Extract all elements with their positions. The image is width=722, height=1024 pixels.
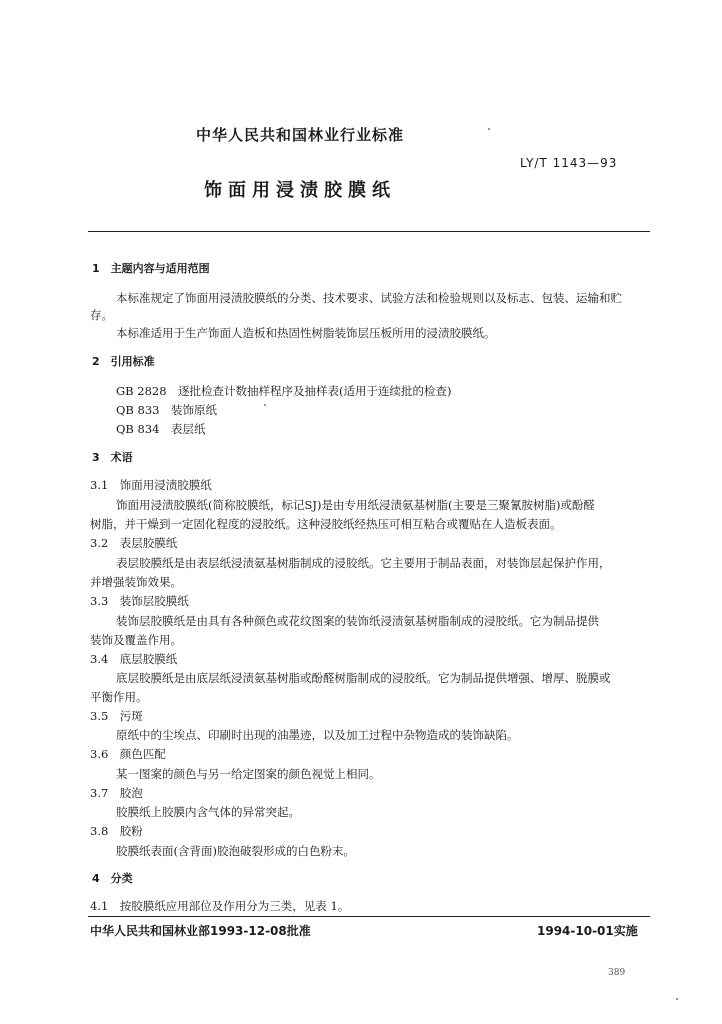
section-1-heading: 1 主题内容与适用范围: [92, 262, 210, 275]
term-3-6-line-1: 某一图案的颜色与另一给定图案的颜色视觉上相同。: [116, 767, 381, 781]
section-4-1-text: 4.1 按胶膜纸应用部位及作用分为三类，见表 1。: [90, 899, 350, 913]
standard-code: LY/T 1143—93: [520, 156, 618, 170]
term-3-3-heading: 3.3 装饰层胶膜纸: [90, 594, 189, 608]
term-3-5-heading: 3.5 污斑: [90, 709, 143, 723]
page-number: 389: [608, 968, 626, 978]
term-3-1-line-2: 树脂，并干燥到一定固化程度的浸胶纸。这种浸胶纸经热压可相互粘合或覆贴在人造板表面。: [90, 517, 562, 531]
term-3-3-line-1: 装饰层胶膜纸是由具有各种颜色或花纹图案的装饰纸浸渍氨基树脂制成的浸胶纸。它为制品提供: [116, 614, 599, 628]
scan-speck: [488, 128, 490, 130]
term-3-2-line-1: 表层胶膜纸是由表层纸浸渍氨基树脂制成的浸胶纸。它主要用于制品表面，对装饰层起保护作用，: [116, 556, 611, 570]
reference-item: GB 2828 逐批检查计数抽样程序及抽样表(适用于连续批的检查): [116, 384, 452, 398]
section-4-heading: 4 分类: [92, 872, 133, 885]
scan-speck: [676, 998, 678, 1000]
term-3-4-line-1: 底层胶膜纸是由底层纸浸渍氨基树脂或酚醛树脂制成的浸胶纸。它为制品提供增强、增厚、脱膜或: [116, 671, 611, 685]
term-3-7-heading: 3.7 胶泡: [90, 786, 143, 800]
term-3-1-line-1: 饰面用浸渍胶膜纸(简称胶膜纸，标记SJ)是由专用纸浸渍氨基树脂(主要是三聚氰胺树脂)或酚醛: [116, 498, 595, 512]
reference-item: QB 834 表层纸: [116, 422, 206, 436]
term-3-4-heading: 3.4 底层胶膜纸: [90, 652, 178, 666]
term-3-1-heading: 3.1 饰面用浸渍胶膜纸: [90, 478, 212, 492]
implementation-date: 1994-10-01实施: [537, 924, 638, 938]
scan-speck: [264, 404, 266, 406]
section-2-heading: 2 引用标准: [92, 355, 155, 368]
term-3-8-line-1: 胶膜纸表面(含背面)胶泡破裂形成的白色粉末。: [116, 844, 355, 858]
term-3-5-line-1: 原纸中的尘埃点、印刷时出现的油墨迹，以及加工过程中杂物造成的装饰缺陷。: [116, 728, 519, 742]
footer-rule: [88, 916, 650, 917]
term-3-3-line-2: 装饰及覆盖作用。: [90, 633, 182, 647]
header-title: 中华人民共和国林业行业标准: [195, 126, 404, 144]
reference-item: QB 833 装饰原纸: [116, 403, 217, 417]
approval-statement: 中华人民共和国林业部1993-12-08批准: [90, 924, 311, 938]
term-3-8-heading: 3.8 胶粉: [90, 824, 143, 838]
term-3-4-line-2: 平衡作用。: [90, 690, 148, 704]
term-3-7-line-1: 胶膜纸上胶膜内含气体的异常突起。: [116, 805, 300, 819]
section-1-para-2: 本标准适用于生产饰面人造板和热固性树脂装饰层压板所用的浸渍胶膜纸。: [116, 326, 496, 340]
term-3-2-heading: 3.2 表层胶膜纸: [90, 536, 178, 550]
section-3-heading: 3 术语: [92, 451, 133, 464]
term-3-6-heading: 3.6 颜色匹配: [90, 747, 166, 761]
term-3-2-line-2: 并增强装饰效果。: [90, 575, 182, 589]
section-1-para-1-line-2: 存。: [90, 308, 113, 322]
header-rule: [88, 231, 650, 232]
section-1-para-1-line-1: 本标准规定了饰面用浸渍胶膜纸的分类、技术要求、试验方法和检验规则以及标志、包装、运输和贮: [116, 291, 622, 305]
document-title: 饰面用浸渍胶膜纸: [204, 180, 396, 201]
